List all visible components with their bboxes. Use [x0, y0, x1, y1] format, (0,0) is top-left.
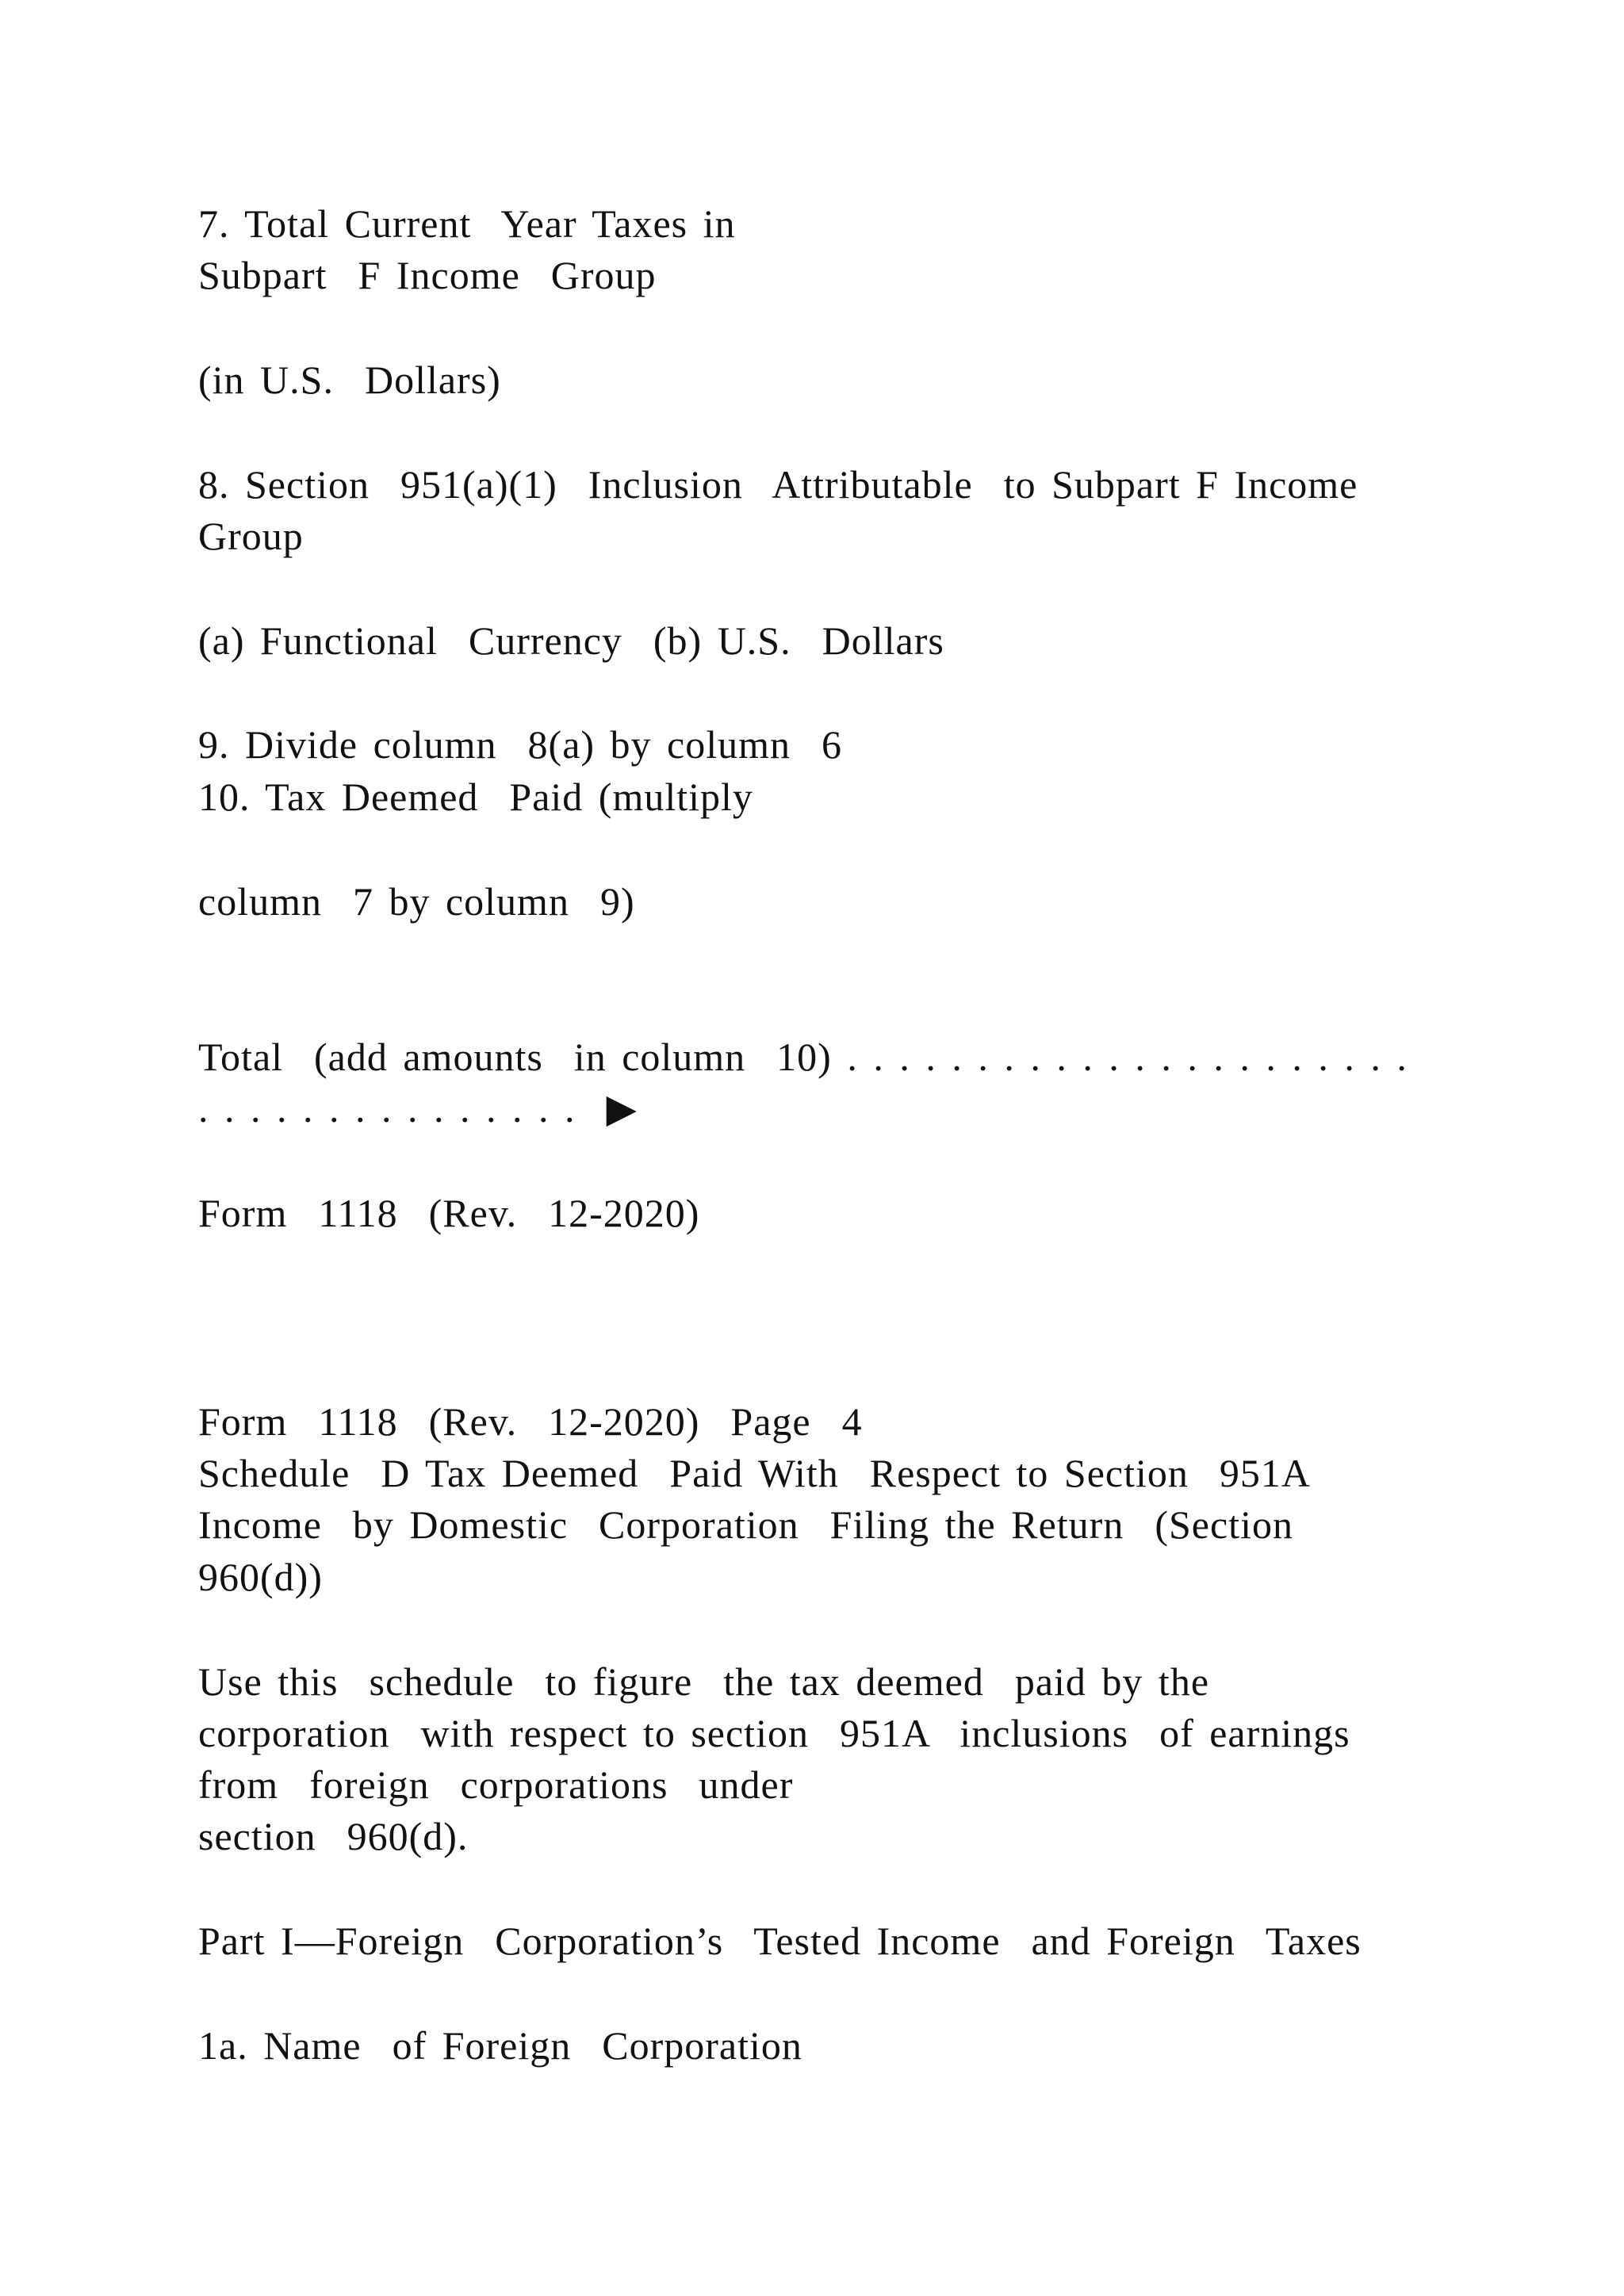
instructions-line-4: section 960(d). — [198, 1814, 469, 1858]
total-line-1: Total (add amounts in column 10) . . . . . . . . . . . . . . . . . . . . . . — [198, 1035, 1408, 1079]
column-7-heading-line-1: 7. Total Current Year Taxes in — [198, 201, 736, 246]
schedule-d-title-line-1: Schedule D Tax Deemed Paid With Respect to Section 951A — [198, 1451, 1312, 1495]
column-10-heading-line-1: 10. Tax Deemed Paid (multiply — [198, 775, 753, 819]
column-10-heading-line-2: column 7 by column 9) — [198, 879, 635, 924]
total-line-2: . . . . . . . . . . . . . . . ▶ — [198, 1086, 638, 1131]
part-1-heading: Part I—Foreign Corporation’s Tested Income and Foreign Taxes — [198, 1919, 1362, 1963]
form-page-header: Form 1118 (Rev. 12-2020) Page 4 — [198, 1399, 863, 1444]
instructions-line-3: from foreign corporations under — [198, 1762, 794, 1807]
column-8-heading-line-2: Group — [198, 514, 304, 558]
instructions-line-1: Use this schedule to figure the tax deemed paid by the — [198, 1659, 1210, 1704]
column-7-unit-label: (in U.S. Dollars) — [198, 358, 501, 402]
column-8-subcolumn-labels: (a) Functional Currency (b) U.S. Dollars — [198, 618, 944, 663]
instructions-line-2: corporation with respect to section 951A inclusions of earnings — [198, 1711, 1350, 1755]
form-footer: Form 1118 (Rev. 12-2020) — [198, 1191, 700, 1235]
schedule-d-title-line-3: 960(d)) — [198, 1555, 323, 1599]
field-1a-label: 1a. Name of Foreign Corporation — [198, 2023, 802, 2068]
column-7-heading-line-2: Subpart F Income Group — [198, 253, 657, 297]
schedule-d-title-line-2: Income by Domestic Corporation Filing the Return (Section — [198, 1502, 1293, 1547]
column-8-heading-line-1: 8. Section 951(a)(1) Inclusion Attributable to Subpart F Income — [198, 462, 1358, 507]
column-9-heading: 9. Divide column 8(a) by column 6 — [198, 722, 843, 767]
